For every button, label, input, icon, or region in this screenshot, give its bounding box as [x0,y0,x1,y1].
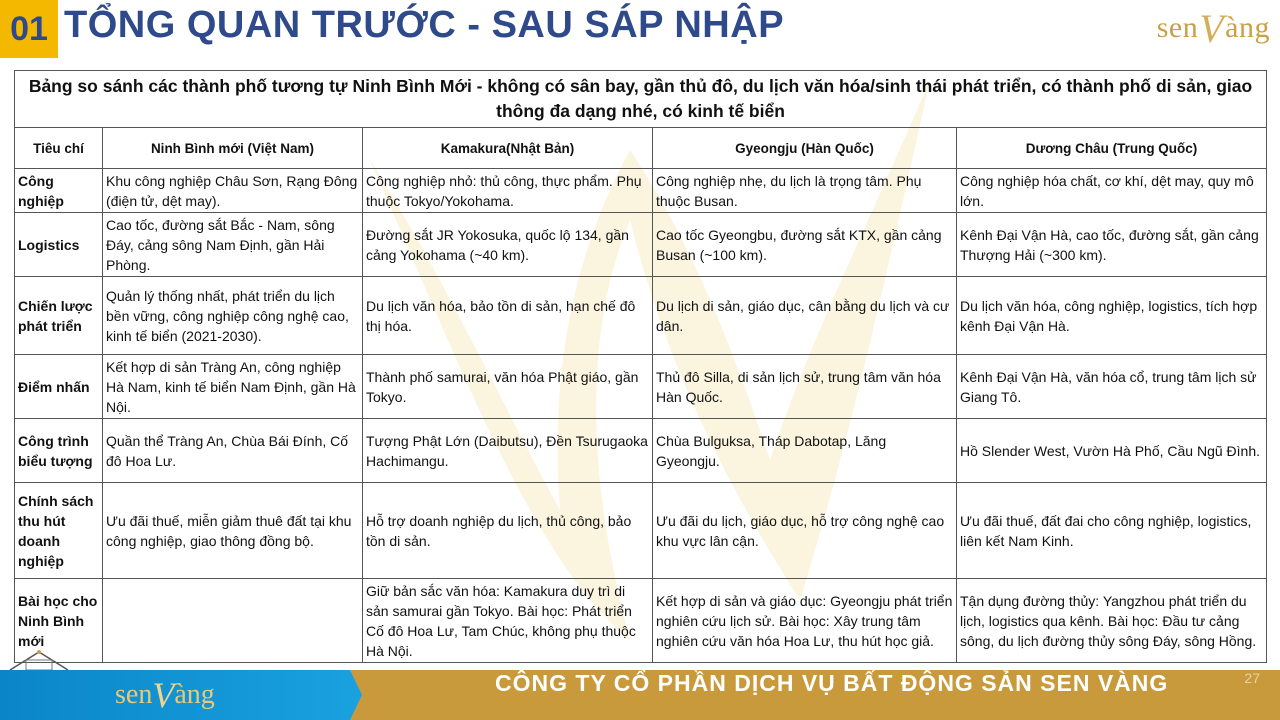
ninhbinh-cell: Kết hợp di sản Tràng An, công nghiệp Hà Nam, kinh tế biển Nam Định, gần Hà Nội. [103,355,363,419]
column-header-yangzhou: Dương Châu (Trung Quốc) [957,128,1267,169]
yangzhou-cell: Ưu đãi thuế, đất đai cho công nghiệp, logistics, liên kết Nam Kinh. [957,483,1267,579]
criterion-cell: Logistics [15,213,103,277]
yangzhou-cell: Công nghiệp hóa chất, cơ khí, dệt may, quy mô lớn. [957,169,1267,213]
table-row [15,213,1267,277]
table-caption-row [15,71,1267,128]
ninhbinh-cell: Khu công nghiệp Châu Sơn, Rạng Đông (điện tử, dệt may). [103,169,363,213]
ninhbinh-cell: Ưu đãi thuế, miễn giảm thuê đất tại khu công nghiệp, giao thông đồng bộ. [103,483,363,579]
criterion-cell: Bài học cho Ninh Bình mới [15,579,103,663]
slide-header [0,0,1280,60]
gyeongju-cell: Công nghiệp nhẹ, du lịch là trọng tâm. Phụ thuộc Busan. [653,169,957,213]
kamakura-cell: Giữ bản sắc văn hóa: Kamakura duy trì di sản samurai gần Tokyo. Bài học: Phát triển Cố đô Hoa Lư, Tam Chúc, không phụ thuộc Hà Nội. [363,579,653,663]
criterion-cell: Công nghiệp [15,169,103,213]
column-header-ninhbinh: Ninh Bình mới (Việt Nam) [103,128,363,169]
brand-logo [1156,5,1270,51]
gyeongju-cell: Kết hợp di sản và giáo dục: Gyeongju phát triển nghiên cứu lịch sử. Bài học: Xây trung tâm nghiên cứu văn hóa Hoa Lư, thu hút học giả. [653,579,957,663]
page-title: TỔNG QUAN TRƯỚC - SAU SÁP NHẬP [64,4,785,46]
column-header-criterion: Tiêu chí [15,128,103,169]
page-number: 27 [1244,670,1260,686]
slide-footer [0,670,1280,720]
gyeongju-cell: Cao tốc Gyeongbu, đường sắt KTX, gần cảng Busan (~100 km). [653,213,957,277]
gyeongju-cell: Du lịch di sản, giáo dục, cân bằng du lịch và cư dân. [653,277,957,355]
criterion-cell: Điểm nhấn [15,355,103,419]
ninhbinh-cell: Quản lý thống nhất, phát triển du lịch bền vững, công nghiệp công nghệ cao, kinh tế biển (2021-2030). [103,277,363,355]
brand-logo-left: sen [1156,11,1199,44]
ninhbinh-cell [103,579,363,663]
yangzhou-cell: Tận dụng đường thủy: Yangzhou phát triển du lịch, logistics qua kênh. Bài học: Đầu tư cảng sông, du lịch đường thủy sông Đáy, sông Hồng. [957,579,1267,663]
table-caption: Bảng so sánh các thành phố tương tự Ninh Bình Mới - không có sân bay, gần thủ đô, du lịch văn hóa/sinh thái phát triển, có thành phố di sản, giao thông đa dạng nhé, có kinh tế biển [15,71,1267,128]
section-number: 01 [0,0,58,58]
kamakura-cell: Du lịch văn hóa, bảo tồn di sản, hạn chế đô thị hóa. [363,277,653,355]
gyeongju-cell: Thủ đô Silla, di sản lịch sử, trung tâm văn hóa Hàn Quốc. [653,355,957,419]
comparison-table [14,70,1267,663]
table-header-row [15,128,1267,169]
footer-brand-logo [115,674,215,716]
yangzhou-cell: Kênh Đại Vận Hà, văn hóa cổ, trung tâm lịch sử Giang Tô. [957,355,1267,419]
kamakura-cell: Đường sắt JR Yokosuka, quốc lộ 134, gần cảng Yokohama (~40 km). [363,213,653,277]
yangzhou-cell: Kênh Đại Vận Hà, cao tốc, đường sắt, gần cảng Thượng Hải (~300 km). [957,213,1267,277]
ninhbinh-cell: Quần thể Tràng An, Chùa Bái Đính, Cố đô Hoa Lư. [103,419,363,483]
footer-brand-left: sen [115,679,153,710]
kamakura-cell: Thành phố samurai, văn hóa Phật giáo, gần Tokyo. [363,355,653,419]
table-row [15,277,1267,355]
yangzhou-cell: Du lịch văn hóa, công nghiệp, logistics, tích hợp kênh Đại Vận Hà. [957,277,1267,355]
criterion-cell: Chính sách thu hút doanh nghiệp [15,483,103,579]
column-header-kamakura: Kamakura(Nhật Bản) [363,128,653,169]
kamakura-cell: Tượng Phật Lớn (Daibutsu), Đền Tsurugaoka Hachimangu. [363,419,653,483]
criterion-cell: Công trình biểu tượng [15,419,103,483]
footer-brand-mark: V [152,675,175,715]
ninhbinh-cell: Cao tốc, đường sắt Bắc - Nam, sông Đáy, cảng sông Nam Định, gần Hải Phòng. [103,213,363,277]
table-row [15,419,1267,483]
gyeongju-cell: Chùa Bulguksa, Tháp Dabotap, Lăng Gyeongju. [653,419,957,483]
company-name: CÔNG TY CỔ PHẦN DỊCH VỤ BẤT ĐỘNG SẢN SEN VÀNG [495,670,1169,696]
footer-brand-right: àng [174,679,215,710]
kamakura-cell: Hỗ trợ doanh nghiệp du lịch, thủ công, bảo tồn di sản. [363,483,653,579]
brand-logo-mark: V [1199,5,1225,51]
criterion-cell: Chiến lược phát triển [15,277,103,355]
column-header-gyeongju: Gyeongju (Hàn Quốc) [653,128,957,169]
stamp-icon [8,648,70,670]
gyeongju-cell: Ưu đãi du lịch, giáo dục, hỗ trợ công nghệ cao khu vực lân cận. [653,483,957,579]
table-row [15,355,1267,419]
kamakura-cell: Công nghiệp nhỏ: thủ công, thực phẩm. Phụ thuộc Tokyo/Yokohama. [363,169,653,213]
table-row [15,579,1267,663]
table-row [15,483,1267,579]
table-row [15,169,1267,213]
brand-logo-right: àng [1225,11,1270,44]
yangzhou-cell: Hồ Slender West, Vườn Hà Phố, Cầu Ngũ Đình. [957,419,1267,483]
